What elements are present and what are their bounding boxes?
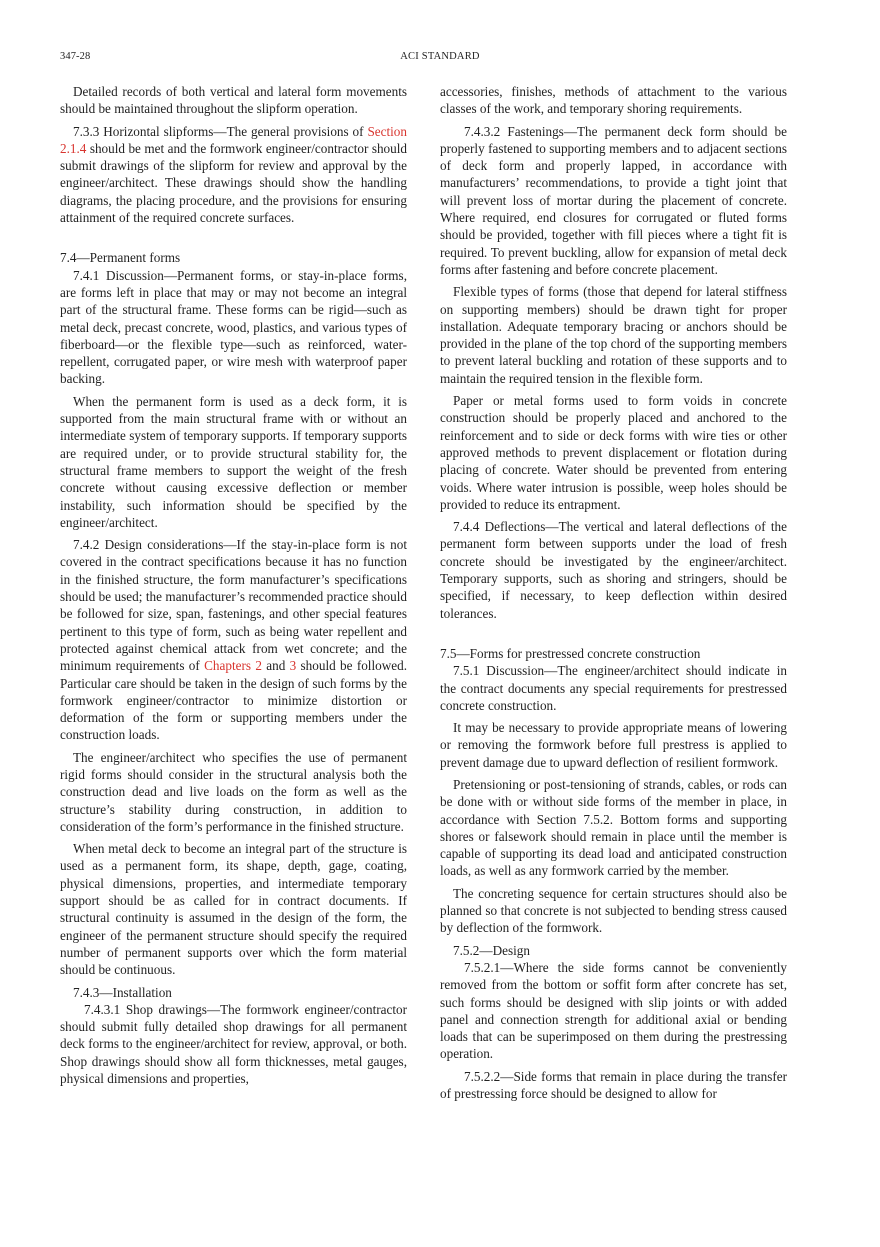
text-7-3-3-end: should be met and the formwork engineer/contractor should submit drawings of the slipform for review and approval by the engineer/architect. These drawings should show the handling diagrams, the placing procedure, and the provisions for ensuring attainment of the required concrete surfaces. bbox=[60, 140, 407, 226]
link-chapter-3[interactable]: 3 bbox=[289, 658, 297, 674]
page-number: 347-28 bbox=[60, 51, 91, 62]
text-7-4-2-end: should be followed. Particular care should be taken in the design of such forms by the formwork engineer/contractor to minimize distortion or deformation of the form or supporting members under the construction loads. bbox=[60, 658, 407, 743]
paragraph-metal-deck: When metal deck to become an integral part of the structure is used as a permanent form, its shape, depth, gage, coating, physical dimensions, properties, and intermediate temporary support should be as called for in contract documents. If structural continuity is assumed in the design of the form, the engineer of the permanent structure should specify the required number of permanent supports over which the form material should be continuous. bbox=[60, 841, 407, 978]
paragraph-concreting-sequence: The concreting sequence for certain structures should also be planned so that concrete is not subjected to bending stress caused by deflection of the formwork. bbox=[440, 885, 787, 936]
paragraph-7-4-3-1: 7.4.3.1 Shop drawings—The formwork engineer/contractor should submit fully detailed shop drawings for all permanent deck forms to the engineer/architect for review, approval, or both. Shop drawings should show all form thicknesses, metal gauges, physical dimensions and properties, bbox=[60, 1001, 408, 1087]
paragraph-shop-drawings-cont: accessories, finishes, methods of attachment to the various classes of the work, and temporary shoring requirements. bbox=[440, 84, 787, 117]
heading-7-5: 7.5—Forms for prestressed concrete construction bbox=[440, 645, 701, 661]
paragraph-7-5-2-2: 7.5.2.2—Side forms that remain in place during the transfer of prestressing force should be designed to allow for bbox=[440, 1068, 787, 1102]
paragraph-slipform-records: Detailed records of both vertical and lateral form movements should be maintained throughout the slipform operation. bbox=[60, 84, 407, 117]
text-and: and bbox=[261, 658, 290, 674]
heading-7-5-2: 7.5.2—Design bbox=[453, 942, 530, 958]
paragraph-7-4-1: 7.4.1 Discussion—Permanent forms, or stay-in-place forms, are forms left in place that may or may not become an integral part of the structural frame. These forms can be rigid—such as metal deck, precast concrete, wood, plastics, and various types of fiberboard—or the flexible type—such as reinforced, water-repellent, corrugated paper, or wire mesh with waterproof paper backing. bbox=[60, 267, 407, 387]
section-gap bbox=[60, 231, 407, 249]
paragraph-7-4-3-2: 7.4.3.2 Fastenings—The permanent deck form should be properly fastened to supporting members and to adjacent sections of deck form and properly lapped, in accordance with manufacturers’ recommendations, to provide a tight joint that will prevent loss of mortar during the placement of concrete. Where required, end closures for corrugated or fluted forms should be provided, together with fill pieces where a tight fit is required. To prevent buckling, allow for expansion of metal deck forms after fastening and before concrete placement. bbox=[440, 123, 787, 277]
heading-7-4-3: 7.4.3—Installation bbox=[73, 984, 172, 1000]
paragraph-7-5-2-1: 7.5.2.1—Where the side forms cannot be conveniently removed from the bottom or soffit form after concrete has set, such forms should be designed with slip joints or with added panel and connection strength for additional axial or bending loads that can be superimposed on them during the prestressing operation. bbox=[440, 959, 787, 1062]
link-section-2-1-4[interactable]: Section 2.1.4 bbox=[60, 123, 407, 156]
paragraph-7-4-4: 7.4.4 Deflections—The vertical and lateral deflections of the permanent form between supports under the load of fresh concrete should be investigated by the engineer/architect. Temporary supports, such as shoring and stringers, should be specified, if necessary, to keep deflection within desired tolerances. bbox=[440, 519, 787, 621]
paragraph-7-4-2 bbox=[60, 536, 407, 744]
paragraph-void-forms: Paper or metal forms used to form voids in concrete construction should be properly placed and anchored to the reinforcement and to side or deck forms with wire ties or other approved methods to prevent displacement or flotation during placing of concrete. Water should be prevented from entering voids. Where water intrusion is possible, weep holes should be provided to reduce its entrapment. bbox=[440, 393, 787, 512]
paragraph-rigid-forms: The engineer/architect who specifies the use of permanent rigid forms should consider in the structural analysis both the construction dead and live loads on the form as well as the structure’s stability during construction, in addition to consideration of the form’s performance in the finished structure. bbox=[60, 749, 407, 834]
link-chapters-2[interactable]: Chapters 2 bbox=[204, 658, 262, 674]
paragraph-7-3-3 bbox=[60, 123, 407, 227]
paragraph-flexible-forms: Flexible types of forms (those that depend for lateral stiffness on supporting members) should be drawn tight for proper installation. Adequate temporary bracing or anchors should be provided in the plane of the top chord of the supporting members to prevent lateral buckling and rotation of these supports and to maintain the required tension in the flexible form. bbox=[440, 284, 787, 386]
section-gap bbox=[440, 627, 787, 645]
running-title: ACI STANDARD bbox=[400, 51, 480, 62]
paragraph-deck-form: When the permanent form is used as a deck form, it is supported from the main structural frame with or without an intermediate system of temporary supports. If temporary supports are required under, or to provide structural stability for, the structural frame members to support the weight of the fresh concrete without causing excessive deflection or member instability, such information should be specified by the engineer/architect. bbox=[60, 393, 407, 530]
text-7-4-2-start: 7.4.2 Design considerations—If the stay-in-place form is not covered in the contract specifications because it has no function in the finished structure, the form manufacturer’s specifications should be used; the manufacturer’s recommended practice should be followed for size, span, fastenings, and other special features pertinent to this type of form, such as being water repellent and protected against chemical attack from wet concrete; and the minimum requirements of bbox=[60, 537, 407, 674]
text-7-3-3-start: 7.3.3 Horizontal slipforms—The general provisions of bbox=[73, 123, 368, 139]
paragraph-7-5-1: 7.5.1 Discussion—The engineer/architect should indicate in the contract documents any special requirements for prestressed concrete construction. bbox=[440, 663, 787, 713]
heading-7-4: 7.4—Permanent forms bbox=[60, 250, 181, 266]
left-column bbox=[60, 83, 407, 1092]
right-column bbox=[440, 83, 787, 1107]
paragraph-lowering: It may be necessary to provide appropriate means of lowering or removing the formwork before full prestress is applied to prevent damage due to upward deflection of resilient formwork. bbox=[440, 720, 787, 770]
paragraph-pretensioning: Pretensioning or post-tensioning of strands, cables, or rods can be done with or without side forms of the member in place, in accordance with Section 7.5.2. Bottom forms and supporting shores or falsework should remain in place until the member is capable of supporting its dead load and anticipated construction loads, as well as any formwork carried by the member. bbox=[440, 776, 787, 879]
